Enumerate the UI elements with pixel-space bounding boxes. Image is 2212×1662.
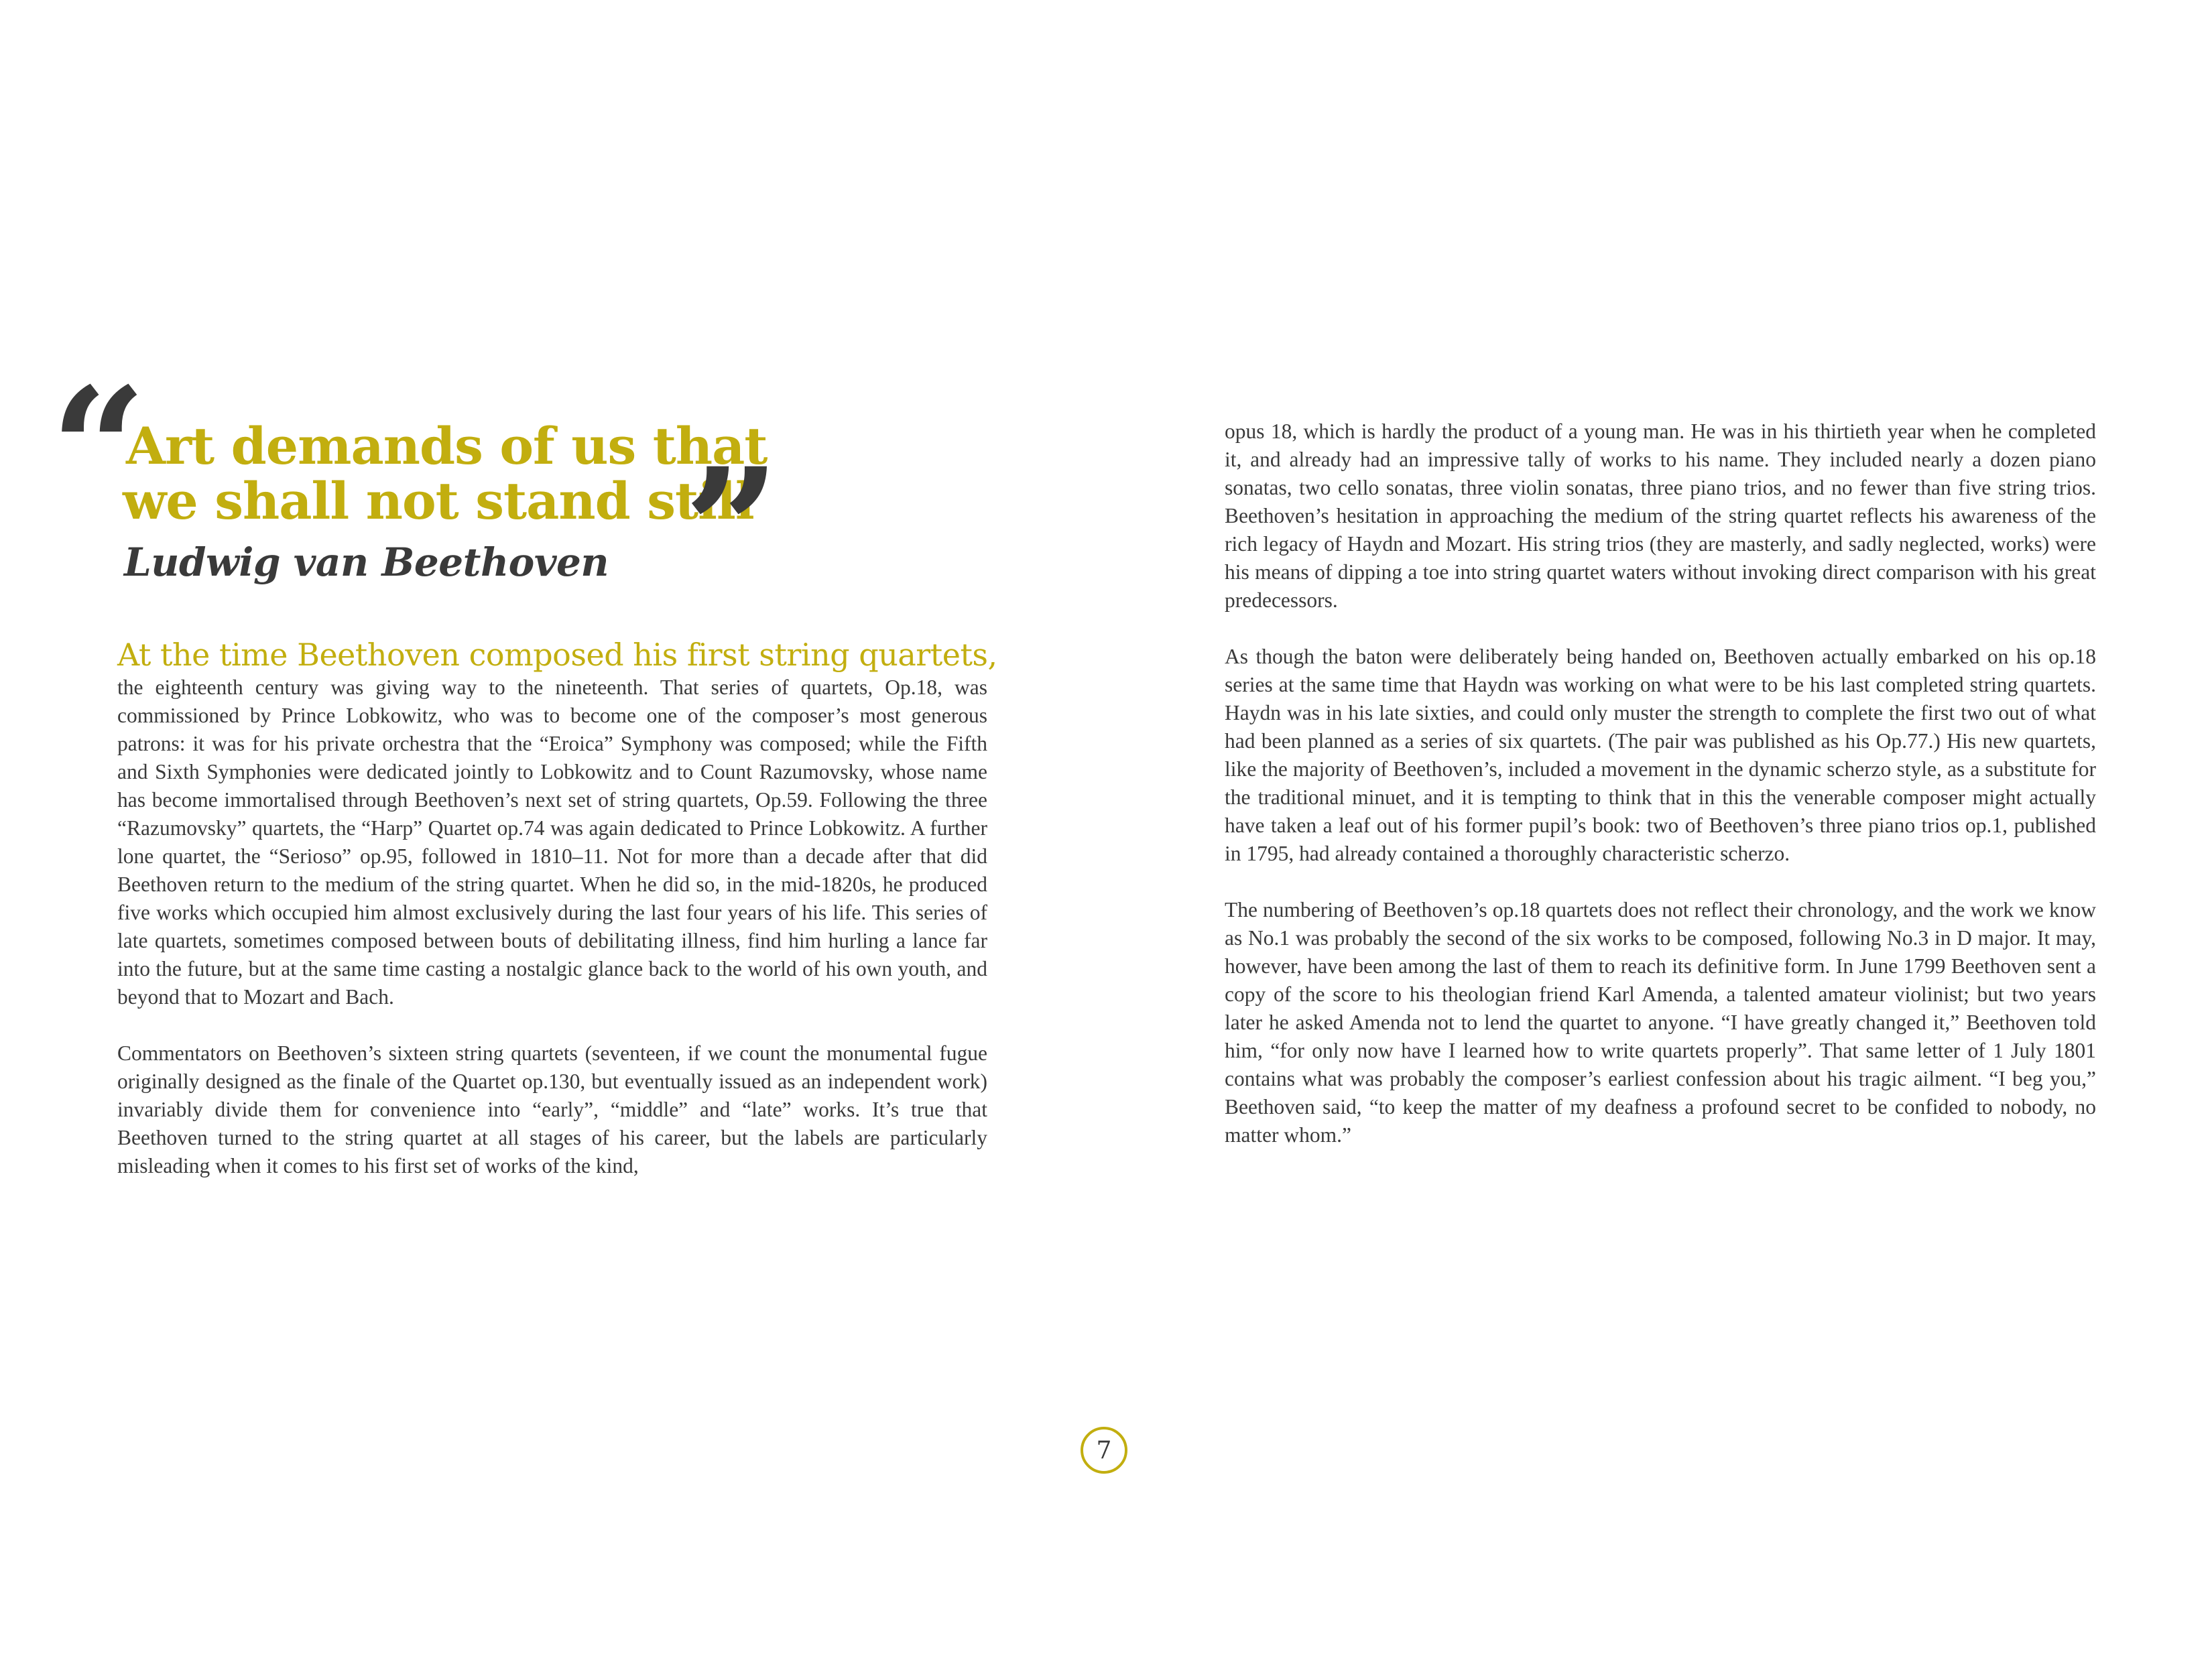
body-paragraph: opus 18, which is hardly the product of a young man. He was in his thirtieth year when he completed it, and already had an impressive tally of works to his name. They included nearly a dozen piano sonatas, two cello sonatas, three violin sonatas, three piano trios, and no fewer than five string trios. Beethoven’s hesitation in approaching the medium of the string quartet reflects his awareness of the rich legacy of Haydn and Mozart. His string trios (they are masterly, and sadly neglected, works) were his means of dipping a toe into string quartet waters without invoking direct comparison with his great predecessors. — [1225, 420, 2096, 612]
body-paragraph: the eighteenth century was giving way to the nineteenth. That series of quartets, Op.18, was commissioned by Prince Lobkowitz, who was to become one of the composer’s most generous patrons: it was for his private orchestra that the “Eroica” Symphony was composed; while the Fifth and Sixth Symphonies were dedicated jointly to Lobkowitz and to Count Razumovsky, whose name has become immortalised through Beethoven’s next set of string quartets, Op.59. Following the three “Razumovsky” quartets, the “Harp” Quartet op.74 was again dedicated to Prince Lobkowitz. A further lone quartet, the “Serioso” op.95, followed in 1810–11. Not for more than a decade after that did Beethoven return to the medium of the string quartet. When he did so, in the mid-1820s, he produced five works which occupied him almost exclusively during the last four years of his life. This series of late quartets, sometimes composed between bouts of debilitating illness, find him hurling a lance far into the future, but at the same time casting a nostalgic glance back to the world of his own youth, and beyond that to Mozart and Bach. — [117, 676, 987, 1009]
pull-quote — [50, 350, 855, 628]
lead-in-heading: At the time Beethoven composed his first string quartets, — [117, 637, 997, 673]
body-paragraph: The numbering of Beethoven’s op.18 quartets does not reflect their chronology, and the work we know as No.1 was probably the second of the six works to be composed, following No.3 in D major. It may, however, have been among the last of them to reach its definitive form. In June 1799 Beethoven sent a copy of the score to his theologian friend Karl Amenda, a talented amateur violinist; but two years later he asked Amenda not to lend the quartet to anyone. “I have greatly changed it,” Beethoven told him, “for only now have I learned how to write quartets properly”. That same letter of 1 July 1801 contains what was probably the composer’s earliest confession about his tragic ailment. “I beg you,” Beethoven said, “to keep the matter of my deafness a profound secret to be confided to nobody, no matter whom.” — [1225, 898, 2096, 1147]
body-paragraph: Commentators on Beethoven’s sixteen string quartets (seventeen, if we count the monumental fugue originally designed as the finale of the Quartet op.130, but eventually issued as an independent work) invariably divide them for convenience into “early”, “middle” and “late” works. It’s true that Beethoven turned to the string quartet at all stages of his career, but the labels are particularly misleading when it comes to his first set of works of the kind, — [117, 1041, 987, 1177]
left-column — [117, 674, 987, 1180]
quote-line-2: we shall not stand still — [123, 471, 754, 531]
quote-author: Ludwig van Beethoven — [124, 539, 609, 585]
right-column — [1225, 418, 2096, 1149]
page-number: 7 — [1081, 1427, 1127, 1474]
quote-line-1: Art demands of us that — [126, 416, 767, 476]
open-quote-mark: “ — [50, 350, 147, 548]
body-paragraph: As though the baton were deliberately being handed on, Beethoven actually embarked on his op.18 series at the same time that Haydn was working on what were to be his last completed string quartets. Haydn was in his late sixties, and could only muster the strength to complete the first two out of what had been planned as a series of six quartets. (The pair was published as his Op.77.) His new quartets, like the majority of Beethoven’s, included a movement in the dynamic scherzo style, as a substitute for the traditional minuet, and it is tempting to think that in this the venerable composer might actually have taken a leaf out of his former pupil’s book: two of Beethoven’s three piano trios op.1, published in 1795, had already contained a thoroughly characteristic scherzo. — [1225, 645, 2096, 865]
close-quote-mark: ” — [684, 431, 780, 628]
